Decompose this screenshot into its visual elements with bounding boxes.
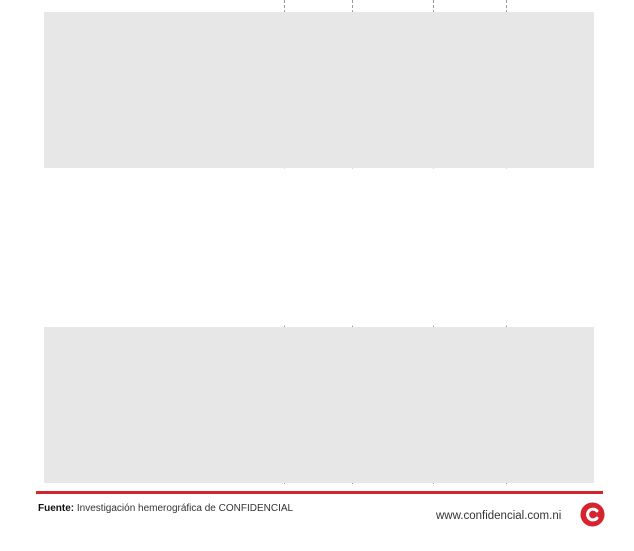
row-background: [44, 170, 594, 324]
confidencial-logo-icon: [580, 502, 605, 527]
row-background: [44, 12, 594, 168]
row-background: [44, 327, 594, 483]
site-link[interactable]: www.confidencial.com.ni: [436, 510, 562, 522]
source-label: Fuente:: [38, 503, 75, 514]
source-note: [38, 503, 293, 514]
source-text: Investigación hemerográfica de CONFIDENCIAL: [76, 503, 294, 514]
footer-rule: [36, 491, 603, 494]
